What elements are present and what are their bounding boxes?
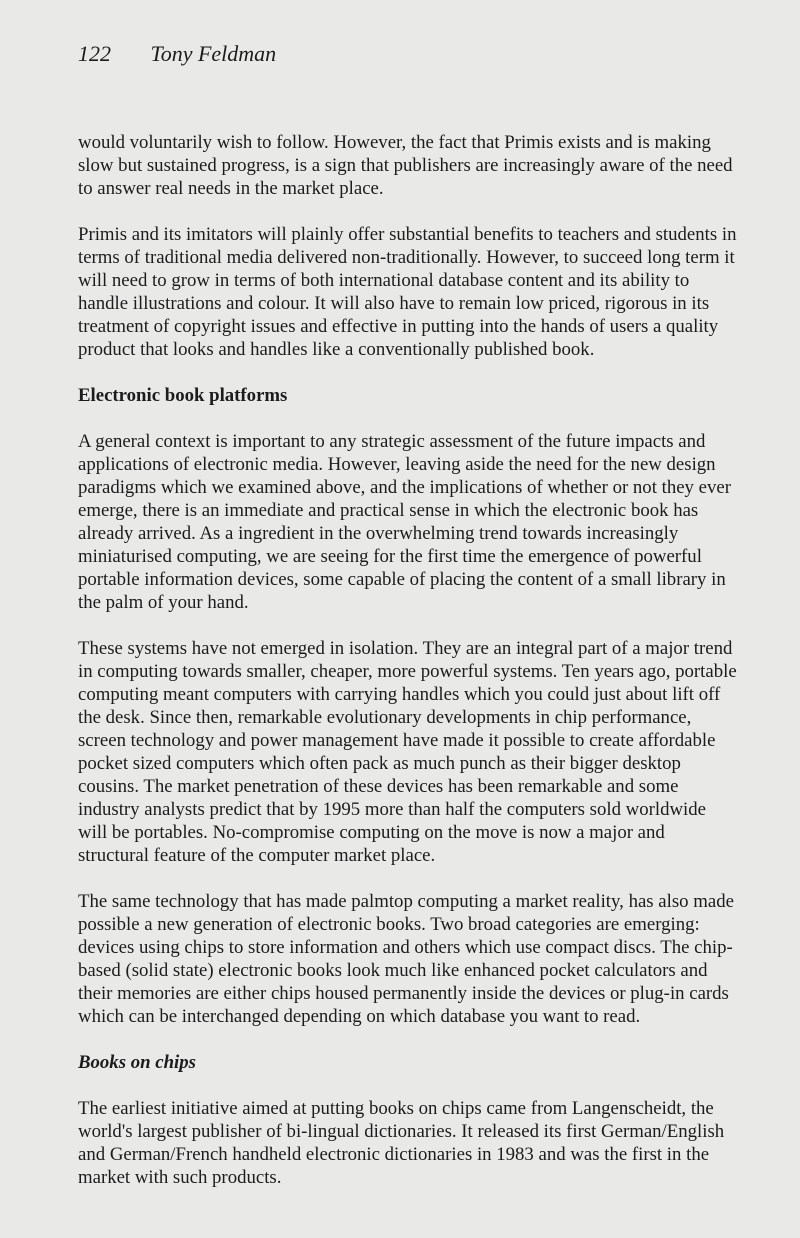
paragraph: These systems have not emerged in isolation. They are an integral part of a major trend in computing towards smaller, cheaper, more powerful systems. Ten years ago, portable computing meant computers with carrying handles which you could just about lift off the desk. Since then, remarkable evolutionary developments in chip performance, screen technology and power management have made it possible to create affordable pocket sized computers which often pack as much punch as their bigger desktop cousins. The market penetration of these devices has been remarkable and some industry analysts predict that by 1995 more than half the computers sold worldwide will be portables. No-compromise computing on the move is now a major and structural feature of the computer market place. — [78, 638, 737, 866]
paragraph: would voluntarily wish to follow. However, the fact that Primis exists and is making slow but sustained progress, is a sign that publishers are increasingly aware of the need to answer real needs in the market place. — [78, 132, 733, 199]
paragraph: Primis and its imitators will plainly offer substantial benefits to teachers and students in terms of traditional media delivered non-traditionally. However, to succeed long term it will need to grow in terms of both international database content and its ability to handle illustrations and colour. It will also have to remain low priced, rigorous in its treatment of copyright issues and effective in putting into the hands of users a quality product that looks and handles like a conventionally published book. — [78, 224, 737, 360]
subsection-heading: Books on chips — [78, 1052, 196, 1073]
running-head — [78, 41, 276, 67]
body-text — [78, 131, 738, 1212]
paragraph: The earliest initiative aimed at putting books on chips came from Langenscheidt, the world's largest publisher of bi-lingual dictionaries. It released its first German/English and German/French handheld electronic dictionaries in 1983 and was the first in the market with such products. — [78, 1098, 725, 1188]
running-head-author: Tony Feldman — [150, 41, 277, 66]
section-heading: Electronic book platforms — [78, 385, 288, 406]
paragraph: The same technology that has made palmtop computing a market reality, has also made possible a new generation of electronic books. Two broad categories are emerging: devices using chips to store information and others which use compact discs. The chip-based (solid state) electronic books look much like enhanced pocket calculators and their memories are either chips housed permanently inside the devices or plug-in cards which can be interchanged depending on which database you want to read. — [78, 891, 734, 1027]
page-number: 122 — [78, 41, 111, 66]
paragraph: A general context is important to any strategic assessment of the future impacts and applications of electronic media. However, leaving aside the need for the new design paradigms which we examined above, and the implications of whether or not they ever emerge, there is an immediate and practical sense in which the electronic book has already arrived. As a ingredient in the overwhelming trend towards increasingly miniaturised computing, we are seeing for the first time the emergence of powerful portable information devices, some capable of placing the content of a small library in the palm of your hand. — [78, 431, 731, 613]
